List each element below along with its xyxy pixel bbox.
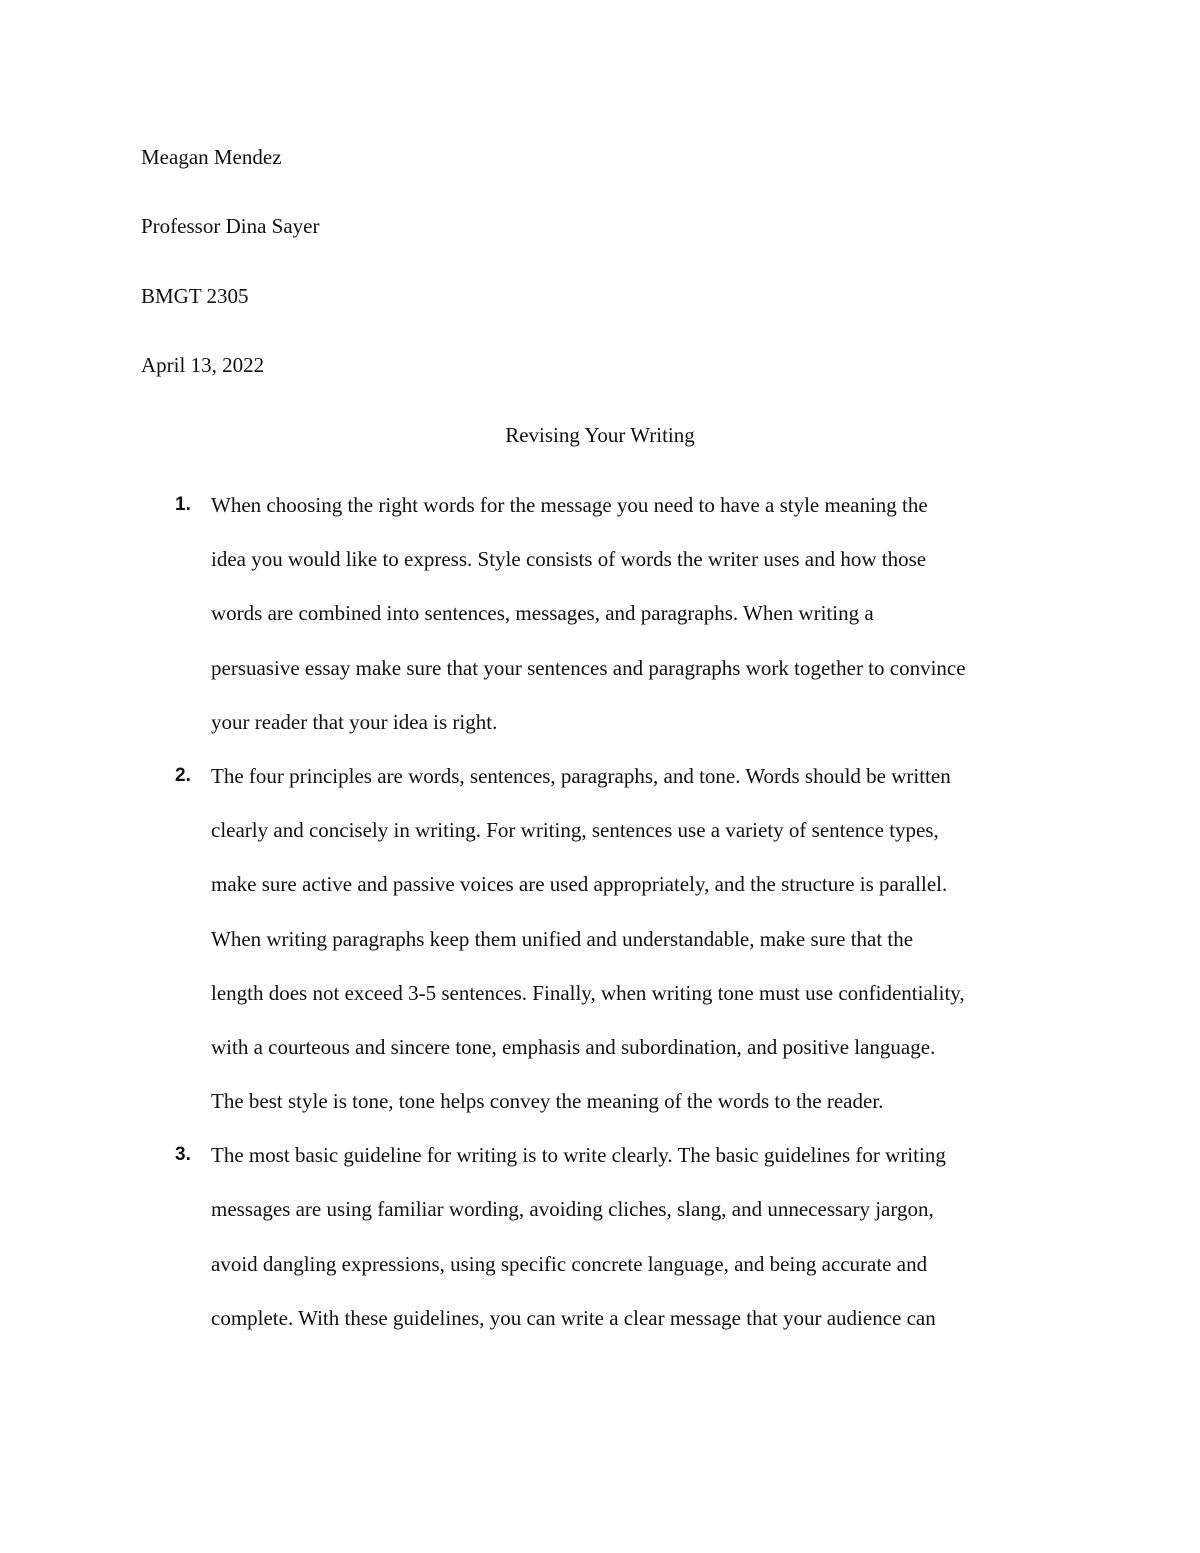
paragraph-line: idea you would like to express. Style consists of words the writer uses and how those <box>211 547 927 572</box>
paragraph-line: The four principles are words, sentences, paragraphs, and tone. Words should be written <box>211 763 951 788</box>
paragraph-line: complete. With these guidelines, you can write a clear message that your audience can <box>211 1305 936 1330</box>
list-number: 2. <box>175 764 191 786</box>
paragraph-line: with a courteous and sincere tone, emphasis and subordination, and positive language. <box>211 1034 936 1059</box>
document-date: April 13, 2022 <box>141 353 265 377</box>
instructor-name: Professor Dina Sayer <box>141 214 320 238</box>
list-number: 1. <box>175 494 191 515</box>
list-item-1 <box>175 490 1071 737</box>
paragraph-line: The most basic guideline for writing is to write clearly. The basic guidelines for writing <box>211 1143 946 1168</box>
list-item-3 <box>175 1140 1071 1333</box>
paragraph-line: messages are using familiar wording, avoiding cliches, slang, and unnecessary jargon, <box>211 1197 934 1222</box>
paragraph-line: length does not exceed 3-5 sentences. Finally, when writing tone must use confidentiality, <box>211 980 965 1005</box>
paragraph-line: persuasive essay make sure that your sentences and paragraphs work together to convince <box>211 655 966 680</box>
paragraph-line: The best style is tone, tone helps convey the meaning of the words to the reader. <box>211 1089 884 1114</box>
numbered-list <box>0 490 1200 1357</box>
paragraph-line: your reader that your idea is right. <box>211 709 498 734</box>
list-number: 3. <box>175 1144 191 1166</box>
list-item-2 <box>175 761 1071 1116</box>
paragraph-line: make sure active and passive voices are used appropriately, and the structure is parallel. <box>211 872 948 897</box>
paragraph-line: clearly and concisely in writing. For writing, sentences use a variety of sentence types, <box>211 818 939 843</box>
document-title: Revising Your Writing <box>505 423 695 447</box>
paragraph-line: When writing paragraphs keep them unified and understandable, make sure that the <box>211 926 914 951</box>
paragraph-line: avoid dangling expressions, using specific concrete language, and being accurate and <box>211 1251 928 1276</box>
course-code: BMGT 2305 <box>141 284 249 308</box>
author-name: Meagan Mendez <box>141 145 282 169</box>
paragraph-line: When choosing the right words for the message you need to have a style meaning the <box>211 493 928 517</box>
paragraph-line: words are combined into sentences, messages, and paragraphs. When writing a <box>211 601 874 626</box>
